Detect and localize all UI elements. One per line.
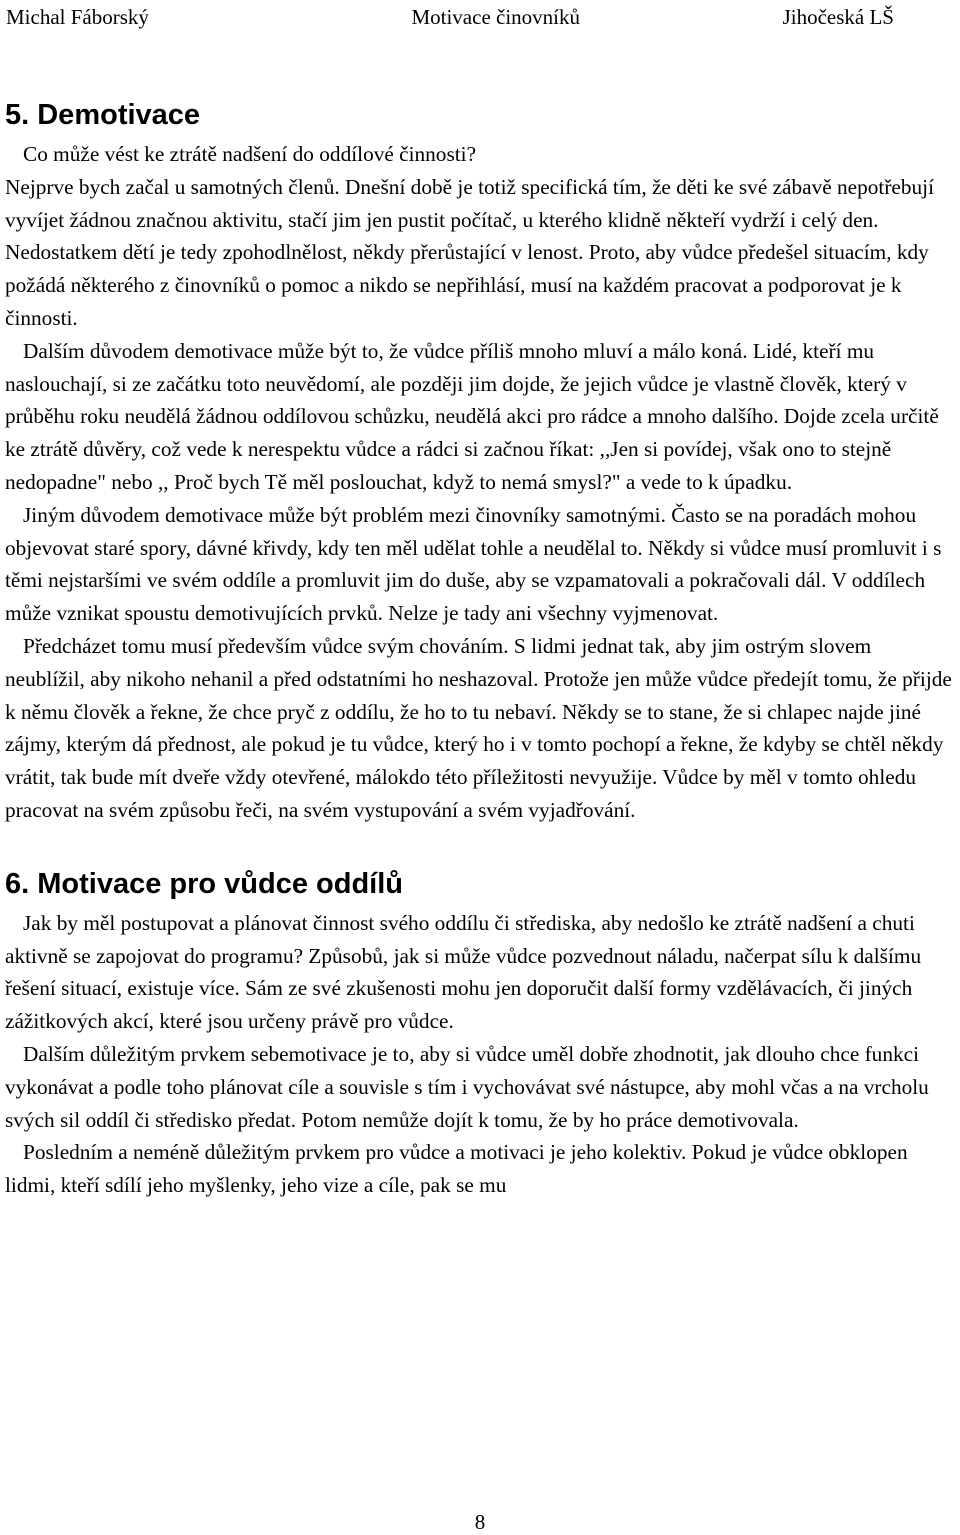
paragraph: Jak by měl postupovat a plánovat činnost svého oddílu či střediska, aby nedošlo ke ztrátě nadšení a chuti aktivně se zapojovat do programu? Způsobů, jak si může vůdce pozvednout náladu, načerpat sílu k dalšímu řešení situací, existuje více. Sám ze své zkušenosti mohu jen doporučit další formy vzdělávacích, či jiných zážitkových akcí, které jsou určeny právě pro vůdce.	[5, 910, 922, 1034]
section-heading: 5. Demotivace	[5, 99, 201, 131]
paragraph: Co může vést ke ztrátě nadšení do oddílové činnosti?	[23, 142, 477, 166]
page-header	[6, 4, 954, 30]
header-title: Motivace činovníků	[411, 5, 581, 29]
document-body	[5, 98, 955, 1202]
page-number: 8	[474, 1510, 486, 1534]
section-heading: 6. Motivace pro vůdce oddílů	[5, 867, 404, 900]
section-motivace-pro-vudce	[5, 867, 955, 1202]
header-author: Michal Fáborský	[6, 5, 149, 29]
paragraph: Posledním a neméně důležitým prvkem pro vůdce a motivaci je jeho kolektiv. Pokud je vůdce obklopen lidmi, kteří sdílí jeho myšlenky, jeho vize a cíle, pak se mu	[5, 1140, 908, 1198]
header-school: Jihočeská LŠ	[782, 5, 894, 29]
paragraph: Předcházet tomu musí především vůdce svým chováním. S lidmi jednat tak, aby jim ostrým slovem neublížil, aby nikoho nehanil a před odstatními ho neshazoval. Protože jen může vůdce předejít tomu, že přijde k němu člověk a řekne, že chce pryč z oddílu, že ho to tu nebaví. Někdy se to stane, že si chlapec najde jiné zájmy, kterým dá přednost, ale pokud je tu vůdce, který ho i v tomto pochopí a řekne, že kdyby se chtěl někdy vrátit, tak bude mít dveře vždy otevřené, málokdo této příležitosti nevyužije. Vůdce by měl v tomto ohledu pracovat na svém způsobu řeči, na svém vystupování a svém vyjadřování.	[5, 633, 952, 822]
paragraph: Dalším důvodem demotivace může být to, že vůdce příliš mnoho mluví a málo koná. Lidé, kteří mu naslouchají, si ze začátku toto neuvědomí, ale později jim dojde, že jejich vůdce je vlastně člověk, který v průběhu roku neudělá žádnou oddílovou schůzku, neudělá akci pro rádce a mnoho dalšího. Dojde zcela určitě ke ztrátě důvěry, což vede k nerespektu vůdce a rádci si začnou říkat: ,,Jen si povídej, však ono to stejně nedopadne" nebo ,, Proč bych Tě měl poslouchat, když to nemá smysl?" a vede to k úpadku.	[5, 338, 939, 494]
section-demotivace	[5, 98, 955, 827]
paragraph: Nejprve bych začal u samotných členů. Dnešní době je totiž specifická tím, že děti ke své zábavě nepotřebují vyvíjet žádnou značnou aktivitu, stačí jim jen pustit počítač, u kterého klidně někteří vydrží i celý den. Nedostatkem dětí je tedy zpohodlnělost, někdy přerůstající v lenost. Proto, aby vůdce předešel situacím, kdy požádá některého z činovníků o pomoc a nikdo se nepřihlásí, musí na každém pracovat a podporovat je k činnosti.	[5, 174, 935, 330]
paragraph: Jiným důvodem demotivace může být problém mezi činovníky samotnými. Často se na poradách mohou objevovat staré spory, dávné křivdy, kdy ten měl udělat tohle a neudělal to. Někdy si vůdce musí promluvit i s těmi nejstaršími ve svém oddíle a promluvit jim do duše, aby se vzpamatovali a pokračovali dál. V oddílech může vznikat spoustu demotivujících prvků. Nelze je tady ani všechny vyjmenovat.	[5, 502, 942, 626]
paragraph: Dalším důležitým prvkem sebemotivace je to, aby si vůdce uměl dobře zhodnotit, jak dlouho chce funkci vykonávat a podle toho plánovat cíle a souvisle s tím i vychovávat své nástupce, aby mohl včas a na vrcholu svých sil oddíl či středisko předat. Potom nemůže dojít k tomu, že by ho práce demotivovala.	[5, 1041, 929, 1132]
